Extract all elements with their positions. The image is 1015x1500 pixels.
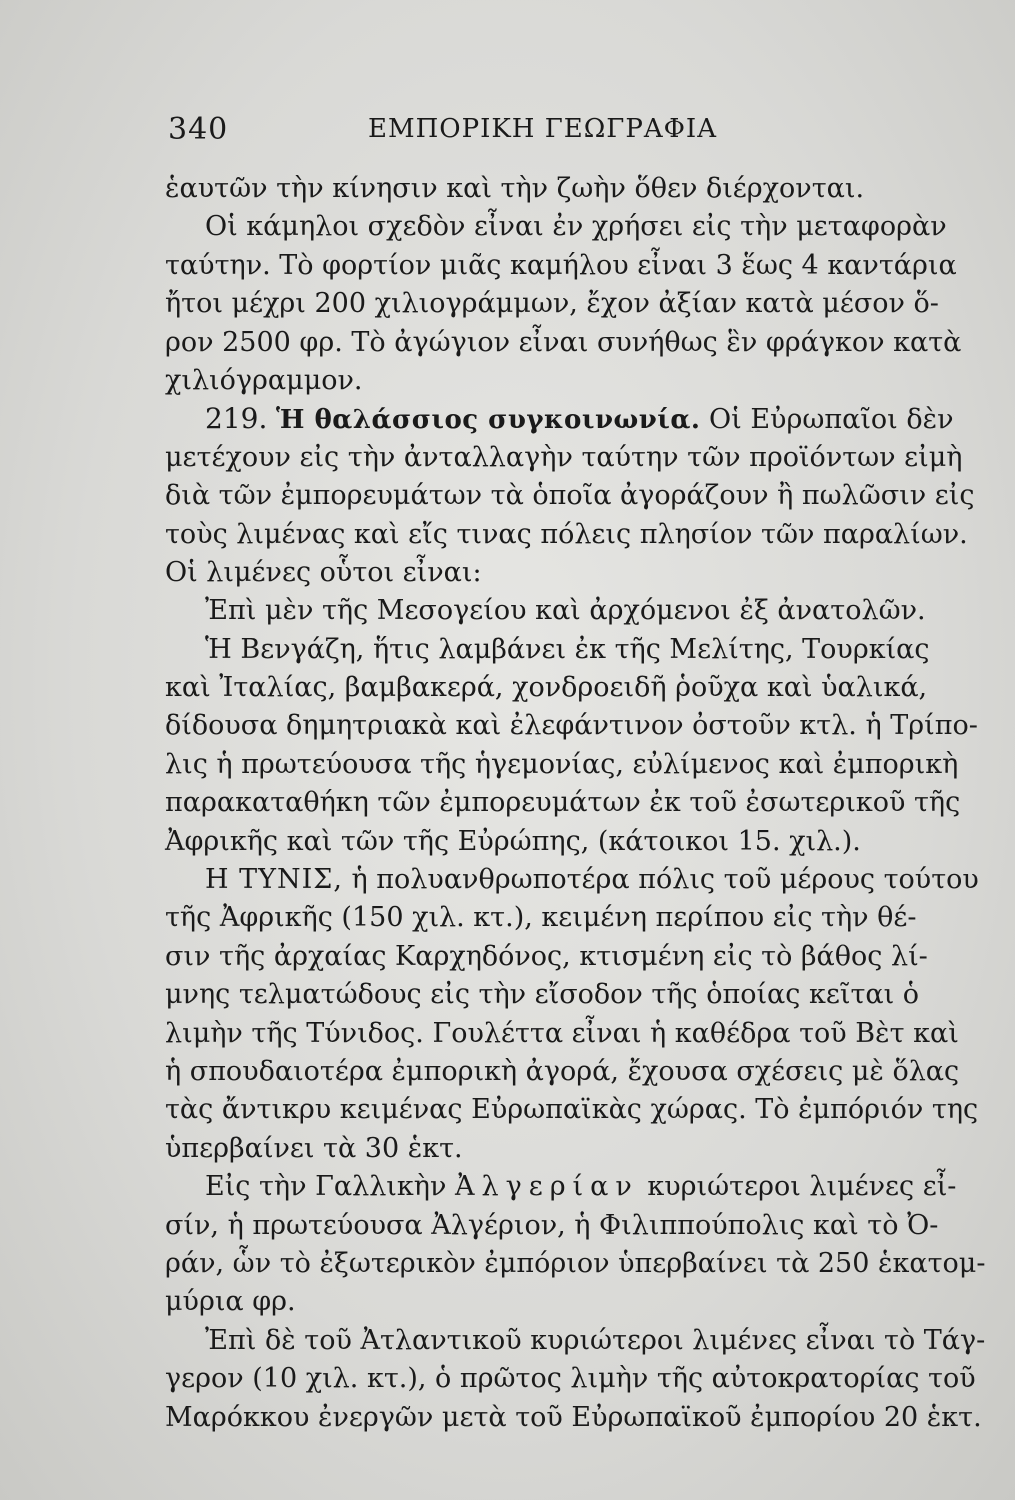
text-line: μετέχουν εἰς τὴν ἀνταλλαγὴν ταύτην τῶν προϊόντων εἰμὴ — [165, 441, 963, 473]
text-line: λις ἡ πρωτεύουσα τῆς ἡγεμονίας, εὐλίμενος καὶ ἐμπορικὴ — [165, 748, 959, 780]
text-line: ρον 2500 φρ. Τὸ ἀγώγιον εἶναι συνήθως ἓν φράγκον κατὰ — [165, 326, 962, 358]
text-line: τὰς ἄντικρυ κειμένας Εὐρωπαϊκὰς χώρας. Τὸ ἐμπόριόν της — [165, 1094, 979, 1126]
text-line: ὑπερβαίνει τὰ 30 ἑκτ. — [165, 1132, 463, 1164]
page-number: 340 — [168, 112, 229, 147]
text-line: ἑαυτῶν τὴν κίνησιν καὶ τὴν ζωὴν ὅθεν διέρχονται. — [165, 173, 865, 204]
text-line: ράν, ὧν τὸ ἐξωτερικὸν ἐμπόριον ὑπερβαίνει τὰ 250 ἑκατομ- — [165, 1247, 986, 1279]
text-line: μνης τελματώδους εἰς τὴν εἴσοδον τῆς ὁποίας κεῖται ὁ — [165, 979, 920, 1011]
text-line: Οἱ λιμένες οὗτοι εἶναι: — [165, 556, 482, 588]
text-line: σίν, ἡ πρωτεύουσα Ἀλγέριον, ἡ Φιλιππούπολις καὶ τὸ Ὀ- — [165, 1209, 939, 1241]
text-line: ἤτοι μέχρι 200 χιλιογράμμων, ἔχον ἀξίαν κατὰ μέσον ὅ- — [165, 288, 939, 320]
text-line: μύρια φρ. — [165, 1286, 296, 1318]
spaced-emphasis: Ἀλγερίαν — [454, 1171, 639, 1203]
text-line: σιν τῆς ἀρχαίας Καρχηδόνος, κτισμένη εἰς τὸ βάθος λί- — [165, 940, 928, 972]
text-line: τῆς Ἀφρικῆς (150 χιλ. κτ.), κειμένη περίπου εἰς τὴν θέ- — [165, 902, 917, 934]
text-fragment: κυριώτεροι λιμένες εἶ- — [647, 1171, 957, 1203]
section-number: 219. — [205, 402, 268, 436]
text-fragment: ἡ πολυανθρωποτέρα πόλις τοῦ μέρους τούτου — [351, 864, 979, 896]
text-line: ἡ σπουδαιοτέρα ἐμπορικὴ ἀγορά, ἔχουσα σχέσεις μὲ ὅλας — [165, 1055, 960, 1087]
text-line: Ἡ Βενγάζη, ἥτις λαμβάνει ἐκ τῆς Μελίτης, Τουρκίας — [205, 633, 930, 665]
text-line: Ἀφρικῆς καὶ τῶν τῆς Εὐρώπης, (κάτοικοι 15. χιλ.). — [165, 825, 861, 857]
text-line: Ἐπὶ μὲν τῆς Μεσογείου καὶ ἀρχόμενοι ἐξ ἀνατολῶν. — [205, 595, 926, 627]
text-line: διὰ τῶν ἐμπορευμάτων τὰ ὁποῖα ἀγοράζουν ἢ πωλῶσιν εἰς — [165, 480, 975, 512]
city-name-caps: Η ΤΥΝΙΣ, — [205, 864, 343, 896]
text-line: παρακαταθήκη τῶν ἐμπορευμάτων ἐκ τοῦ ἐσωτερικοῦ τῆς — [165, 787, 961, 819]
running-title: ΕΜΠΟΡΙΚΗ ΓΕΩΓΡΑΦΙΑ — [368, 114, 717, 144]
text-fragment: Εἰς τὴν Γαλλικὴν — [205, 1171, 447, 1203]
text-line: καὶ Ἰταλίας, βαμβακερά, χονδροειδῆ ῥοῦχα καὶ ὑαλικά, — [165, 672, 928, 704]
text-line — [165, 1168, 965, 1206]
section-title: Ἡ θαλάσσιος συγκοινωνία. — [275, 405, 701, 436]
section-heading-line — [165, 400, 965, 438]
text-line: τοὺς λιμένας καὶ εἴς τινας πόλεις πλησίον τῶν παραλίων. — [165, 518, 968, 550]
text-line: δίδουσα δημητριακὰ καὶ ἐλεφάντινον ὀστοῦν κτλ. ἡ Τρίπο- — [165, 710, 978, 742]
text-line: Ἐπὶ δὲ τοῦ Ἀτλαντικοῦ κυριώτεροι λιμένες εἶναι τὸ Τάγ- — [205, 1324, 986, 1356]
body-text — [165, 170, 986, 1437]
text-line: Οἱ κάμηλοι σχεδὸν εἶναι ἐν χρήσει εἰς τὴν μεταφορὰν — [205, 211, 947, 243]
text-line: γερον (10 χιλ. κτ.), ὁ πρῶτος λιμὴν τῆς αὐτοκρατορίας τοῦ — [165, 1363, 976, 1395]
text-line: Μαρόκκου ἐνεργῶν μετὰ τοῦ Εὐρωπαϊκοῦ ἐμπορίου 20 ἑκτ. — [165, 1401, 982, 1433]
text-line: χιλιόγραμμον. — [165, 364, 363, 396]
page-header — [168, 112, 958, 152]
section-heading-rest: Οἱ Εὐρωπαῖοι δὲν — [709, 404, 954, 436]
text-line: λιμὴν τῆς Τύνιδος. Γουλέττα εἶναι ἡ καθέδρα τοῦ Βὲτ καὶ — [165, 1017, 959, 1049]
text-line — [165, 861, 979, 899]
text-line: ταύτην. Τὸ φορτίον μιᾶς καμήλου εἶναι 3 ἕως 4 καντάρια — [165, 249, 957, 281]
